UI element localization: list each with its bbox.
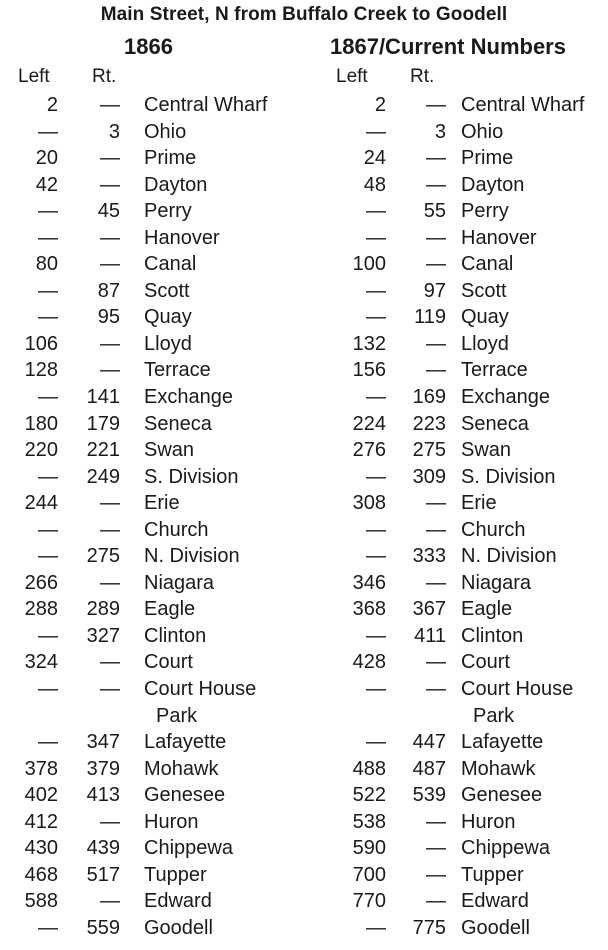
left-number-cell: 224 (352, 412, 386, 435)
right-number-cell: 367 (412, 598, 446, 621)
street-name-cell: Mohawk (461, 757, 536, 780)
table-row (312, 915, 608, 942)
left-number-cell: 522 (352, 784, 386, 807)
right-number-cell: 97 (423, 279, 446, 302)
left-number-cell: — (366, 120, 386, 143)
table-1867-rows (312, 92, 608, 942)
right-number-cell: — (426, 492, 446, 515)
table-row (0, 490, 300, 517)
table-row (312, 251, 608, 278)
left-number-cell: 244 (24, 492, 58, 515)
right-number-cell: 119 (414, 306, 446, 329)
left-number-cell: 180 (24, 412, 58, 435)
right-number-cell: — (426, 678, 446, 701)
street-name-cell: Swan (461, 439, 512, 462)
street-name-cell: Niagara (144, 571, 215, 594)
left-number-cell: 428 (352, 651, 386, 674)
table-row (0, 729, 300, 756)
right-number-cell: 3 (108, 120, 120, 143)
right-number-cell: 487 (412, 757, 446, 780)
table-row (312, 756, 608, 783)
right-number-cell: — (426, 890, 446, 913)
street-name-cell: Central Wharf (461, 94, 585, 116)
left-number-cell: 24 (363, 147, 386, 170)
right-number-cell: 289 (86, 598, 120, 621)
street-name-cell: Park (156, 704, 198, 727)
street-name-cell: Terrace (461, 359, 528, 382)
left-number-cell: 100 (352, 253, 386, 276)
table-row (0, 92, 300, 119)
table-row (0, 411, 300, 438)
street-name-cell: S. Division (144, 465, 239, 488)
street-name-cell: Lloyd (144, 332, 192, 355)
right-number-cell: — (426, 332, 446, 355)
right-number-cell: — (100, 890, 120, 913)
street-name-cell: Exchange (461, 386, 550, 409)
street-name-cell: Goodell (144, 916, 213, 939)
left-number-cell: — (38, 624, 58, 647)
table-row (312, 304, 608, 331)
left-number-cell: 700 (352, 863, 386, 886)
left-number-cell: 588 (24, 890, 58, 913)
street-name-cell: Seneca (144, 412, 212, 435)
street-name-cell: Central Wharf (144, 94, 268, 116)
table-row (312, 278, 608, 305)
right-number-cell: 333 (412, 545, 446, 568)
right-number-cell: — (426, 810, 446, 833)
street-name-cell: Dayton (144, 173, 208, 196)
street-name-cell: Seneca (461, 412, 529, 435)
table-row (312, 331, 608, 358)
table-row (0, 145, 300, 172)
right-number-cell: 169 (412, 386, 446, 409)
right-number-cell: — (100, 492, 120, 515)
left-number-cell: — (366, 386, 386, 409)
right-number-cell: — (100, 571, 120, 594)
table-row (312, 145, 608, 172)
street-name-cell: N. Division (144, 545, 240, 568)
street-name-cell: Church (461, 518, 526, 541)
street-name-cell: Goodell (461, 916, 530, 939)
right-number-cell: — (426, 226, 446, 249)
left-number-cell: 288 (24, 598, 58, 621)
table-row (312, 92, 608, 119)
left-number-cell: — (38, 518, 58, 541)
right-number-cell: 275 (412, 439, 446, 462)
left-number-cell: — (38, 916, 58, 939)
street-name-cell: Clinton (144, 624, 207, 647)
table-row (0, 437, 300, 464)
right-number-cell: 775 (412, 916, 446, 939)
table-1866-rows (0, 92, 300, 942)
left-number-cell: 2 (374, 94, 386, 116)
right-number-cell: — (426, 518, 446, 541)
street-name-cell: Court House (461, 678, 574, 701)
left-number-cell: — (366, 678, 386, 701)
street-name-cell: Erie (144, 492, 180, 515)
table-1867-year-heading: 1867/Current Numbers (330, 34, 566, 59)
left-number-cell: — (366, 545, 386, 568)
table-row (312, 517, 608, 544)
table-row (0, 304, 300, 331)
right-number-cell: — (100, 332, 120, 355)
street-name-cell: Lloyd (461, 332, 509, 355)
street-name-cell: Church (144, 518, 209, 541)
table-row (312, 809, 608, 836)
left-number-cell: — (38, 226, 58, 249)
table-row (312, 543, 608, 570)
table-row (312, 464, 608, 491)
right-number-cell: — (100, 173, 120, 196)
table-row (0, 119, 300, 146)
left-number-cell: — (38, 678, 58, 701)
right-number-cell: — (100, 253, 120, 276)
left-number-cell: 156 (352, 359, 386, 382)
right-number-cell: — (100, 94, 120, 116)
table-row (312, 782, 608, 809)
table-row (312, 835, 608, 862)
right-number-cell: — (426, 173, 446, 196)
table-row (0, 809, 300, 836)
left-number-cell: — (366, 306, 386, 329)
street-name-cell: Dayton (461, 173, 525, 196)
table-1867-left-header: Left (336, 66, 368, 87)
right-number-cell: — (426, 651, 446, 674)
left-number-cell: 538 (352, 810, 386, 833)
left-number-cell: 132 (352, 332, 386, 355)
street-name-cell: Scott (144, 279, 190, 302)
left-number-cell: 402 (24, 784, 58, 807)
left-number-cell: 276 (352, 439, 386, 462)
left-number-cell: 488 (352, 757, 386, 780)
right-number-cell: 309 (412, 465, 446, 488)
right-number-cell: 559 (86, 916, 120, 939)
left-number-cell: — (366, 226, 386, 249)
page-title: Main Street, N from Buffalo Creek to Goodell (100, 4, 508, 25)
right-number-cell: 347 (86, 731, 120, 754)
right-number-cell: 327 (86, 624, 120, 647)
table-row (0, 649, 300, 676)
right-number-cell: 275 (86, 545, 120, 568)
left-number-cell: 80 (35, 253, 58, 276)
right-number-cell: 413 (86, 784, 120, 807)
right-number-cell: — (100, 518, 120, 541)
left-number-cell: 324 (24, 651, 58, 674)
left-number-cell: 2 (46, 94, 58, 116)
street-name-cell: N. Division (461, 545, 557, 568)
left-number-cell: 308 (352, 492, 386, 515)
street-name-cell: Niagara (461, 571, 532, 594)
left-number-cell: 220 (24, 439, 58, 462)
street-name-cell: Scott (461, 279, 507, 302)
left-number-cell: 468 (24, 863, 58, 886)
left-number-cell: — (366, 465, 386, 488)
table-row (312, 411, 608, 438)
left-number-cell: — (366, 200, 386, 223)
street-name-cell: Genesee (144, 784, 226, 807)
table-row (0, 251, 300, 278)
left-number-cell: — (366, 624, 386, 647)
table-row (0, 782, 300, 809)
table-1866-year-heading: 1866 (124, 34, 173, 59)
table-row (0, 517, 300, 544)
right-number-cell: 539 (412, 784, 446, 807)
table-row (312, 384, 608, 411)
table-row (312, 888, 608, 915)
right-number-cell: — (426, 253, 446, 276)
left-number-cell: 412 (24, 810, 58, 833)
table-1867-rt-header: Rt. (410, 66, 435, 87)
street-name-cell: Lafayette (461, 731, 544, 754)
right-number-cell: 447 (412, 731, 446, 754)
table-row (0, 888, 300, 915)
table-row (312, 676, 608, 703)
right-number-cell: 411 (414, 624, 446, 647)
left-number-cell: 430 (24, 837, 58, 860)
table-row (312, 703, 608, 730)
right-number-cell: 45 (97, 200, 120, 223)
right-number-cell: 517 (86, 863, 120, 886)
table-row (312, 357, 608, 384)
left-number-cell: — (366, 518, 386, 541)
table-row (312, 172, 608, 199)
street-name-cell: Perry (144, 200, 192, 223)
left-number-cell: 128 (24, 359, 58, 382)
street-name-cell: Eagle (144, 598, 196, 621)
left-number-cell: — (38, 200, 58, 223)
table-row (0, 331, 300, 358)
right-number-cell: — (100, 651, 120, 674)
table-row (312, 437, 608, 464)
street-name-cell: Chippewa (461, 837, 550, 860)
table-row (312, 862, 608, 889)
left-number-cell: 48 (363, 173, 386, 196)
street-name-cell: Court (461, 651, 510, 674)
street-name-cell: Canal (461, 253, 514, 276)
table-row (0, 198, 300, 225)
table-row (312, 596, 608, 623)
table-row (312, 198, 608, 225)
table-row (0, 464, 300, 491)
left-number-cell: 770 (352, 890, 386, 913)
left-number-cell: — (38, 545, 58, 568)
left-number-cell: — (38, 465, 58, 488)
table-row (0, 915, 300, 942)
table-1866-rt-header: Rt. (92, 66, 117, 87)
table-row (0, 357, 300, 384)
right-number-cell: — (426, 863, 446, 886)
street-name-cell: Prime (461, 147, 514, 170)
table-row (0, 756, 300, 783)
left-number-cell: 106 (24, 332, 58, 355)
left-number-cell: — (366, 731, 386, 754)
right-number-cell: — (426, 837, 446, 860)
right-number-cell: 141 (86, 386, 120, 409)
table-row (312, 729, 608, 756)
street-name-cell: Exchange (144, 386, 233, 409)
left-number-cell: — (38, 731, 58, 754)
table-row (0, 835, 300, 862)
table-row (0, 623, 300, 650)
street-name-cell: Tupper (461, 863, 524, 886)
street-name-cell: Chippewa (144, 837, 233, 860)
left-number-cell: 378 (24, 757, 58, 780)
table-row (312, 649, 608, 676)
table-row (312, 623, 608, 650)
street-name-cell: Ohio (144, 120, 187, 143)
street-name-cell: Swan (144, 439, 195, 462)
table-row (0, 862, 300, 889)
right-number-cell: — (426, 147, 446, 170)
right-number-cell: — (100, 678, 120, 701)
right-number-cell: — (100, 810, 120, 833)
left-number-cell: — (38, 306, 58, 329)
right-number-cell: — (426, 94, 446, 116)
right-number-cell: 55 (423, 200, 446, 223)
left-number-cell: 266 (24, 571, 58, 594)
street-name-cell: Quay (461, 306, 509, 329)
table-row (0, 596, 300, 623)
right-number-cell: — (100, 147, 120, 170)
table-row (0, 570, 300, 597)
table-row (0, 543, 300, 570)
right-number-cell: 223 (412, 412, 446, 435)
right-number-cell: 439 (86, 837, 120, 860)
table-row (0, 278, 300, 305)
street-name-cell: Hanover (144, 226, 220, 249)
street-name-cell: Ohio (461, 120, 504, 143)
street-name-cell: Hanover (461, 226, 537, 249)
left-number-cell: — (38, 279, 58, 302)
table-row (0, 172, 300, 199)
table-row (0, 703, 300, 730)
street-name-cell: Perry (461, 200, 509, 223)
right-number-cell: 221 (86, 439, 120, 462)
right-number-cell: 95 (97, 306, 120, 329)
right-number-cell: — (426, 359, 446, 382)
right-number-cell: 249 (86, 465, 120, 488)
street-name-cell: Terrace (144, 359, 211, 382)
street-name-cell: S. Division (461, 465, 556, 488)
street-name-cell: Huron (144, 810, 199, 833)
street-name-cell: Huron (461, 810, 516, 833)
left-number-cell: — (366, 916, 386, 939)
left-number-cell: — (366, 279, 386, 302)
table-1866-left-header: Left (18, 66, 50, 87)
street-name-cell: Edward (461, 890, 529, 913)
left-number-cell: 42 (35, 173, 58, 196)
table-row (312, 225, 608, 252)
left-number-cell: 20 (35, 147, 58, 170)
street-name-cell: Canal (144, 253, 197, 276)
street-name-cell: Tupper (144, 863, 207, 886)
left-number-cell: 368 (352, 598, 386, 621)
street-name-cell: Court House (144, 678, 257, 701)
street-name-cell: Mohawk (144, 757, 219, 780)
street-name-cell: Edward (144, 890, 212, 913)
table-row (312, 490, 608, 517)
street-name-cell: Court (144, 651, 193, 674)
street-name-cell: Prime (144, 147, 197, 170)
street-name-cell: Lafayette (144, 731, 227, 754)
street-name-cell: Clinton (461, 624, 524, 647)
table-row (0, 384, 300, 411)
left-number-cell: 346 (352, 571, 386, 594)
left-number-cell: — (38, 120, 58, 143)
right-number-cell: — (100, 226, 120, 249)
street-name-cell: Park (473, 704, 515, 727)
street-name-cell: Genesee (461, 784, 543, 807)
right-number-cell: — (426, 571, 446, 594)
left-number-cell: 590 (352, 837, 386, 860)
street-name-cell: Erie (461, 492, 497, 515)
right-number-cell: 379 (86, 757, 120, 780)
table-row (0, 225, 300, 252)
street-name-cell: Quay (144, 306, 192, 329)
right-number-cell: 3 (434, 120, 446, 143)
street-name-cell: Eagle (461, 598, 513, 621)
right-number-cell: 87 (97, 279, 120, 302)
table-row (0, 676, 300, 703)
table-row (312, 570, 608, 597)
right-number-cell: 179 (86, 412, 120, 435)
left-number-cell: — (38, 386, 58, 409)
right-number-cell: — (100, 359, 120, 382)
table-row (312, 119, 608, 146)
